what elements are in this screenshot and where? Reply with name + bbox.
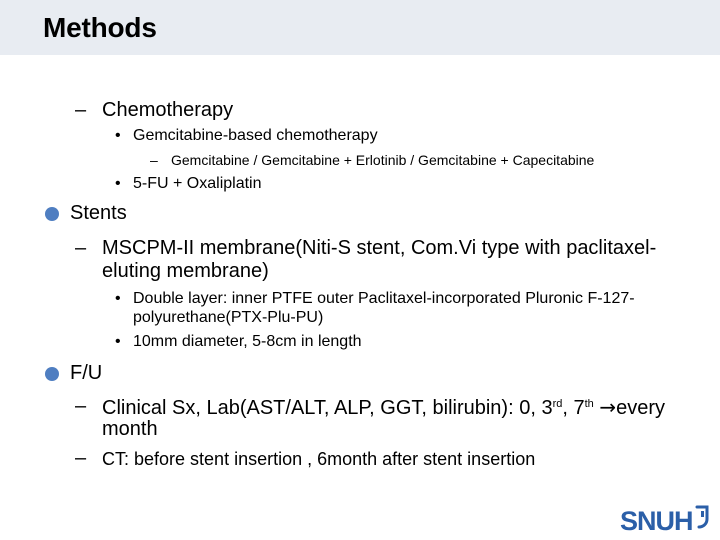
logo-text: SNUH [620,505,693,536]
clinical-sup-th: th [584,398,594,410]
dash-marker: – [75,99,87,121]
bullet-marker: • [115,127,121,144]
dash-marker: – [75,237,87,259]
clinical-line-1 [102,395,665,420]
gem-regimens-text: Gemcitabine / Gemcitabine + Erlotinib / Gemcitabine + Capecitabine [171,152,595,168]
chemo-heading: Chemotherapy [102,99,234,121]
logo-mark-icon [695,505,709,529]
dash-marker: – [75,447,87,469]
clinical-post: every [616,397,666,419]
layer-line-2: polyurethane(PTX-Plu-PU) [133,309,324,326]
diameter-text: 10mm diameter, 5-8cm in length [133,333,362,350]
page-title: Methods [43,12,157,43]
bullet-marker: • [115,290,121,307]
layer-line-1: Double layer: inner PTFE outer Paclitaxel-incorporated Pluronic F-127- [133,290,635,307]
clinical-sup-rd: rd [552,398,563,410]
dash-marker: – [75,395,87,417]
clinical-pre: Clinical Sx, Lab(AST/ALT, ALP, GGT, bilirubin): 0, 3 [102,397,553,419]
snuh-logo [620,506,709,536]
arrow-right-icon: → [599,395,617,419]
clinical-line-2: month [102,418,158,440]
section-bullet-icon [45,367,59,381]
fu-heading: F/U [70,362,103,384]
ct-text: CT: before stent insertion , 6month after stent insertion [102,449,536,469]
membrane-line-1: MSCPM-II membrane(Niti-S stent, Com.Vi type with paclitaxel- [102,237,657,259]
stents-heading: Stents [70,202,127,224]
section-bullet-icon [45,207,59,221]
dash-marker: – [150,152,158,168]
bullet-marker: • [115,175,121,192]
membrane-line-2: eluting membrane) [102,260,269,282]
clinical-mid: , 7 [562,397,585,419]
fu-oxali-text: 5-FU + Oxaliplatin [133,175,262,192]
bullet-marker: • [115,333,121,350]
gem-based-text: Gemcitabine-based chemotherapy [133,127,378,144]
